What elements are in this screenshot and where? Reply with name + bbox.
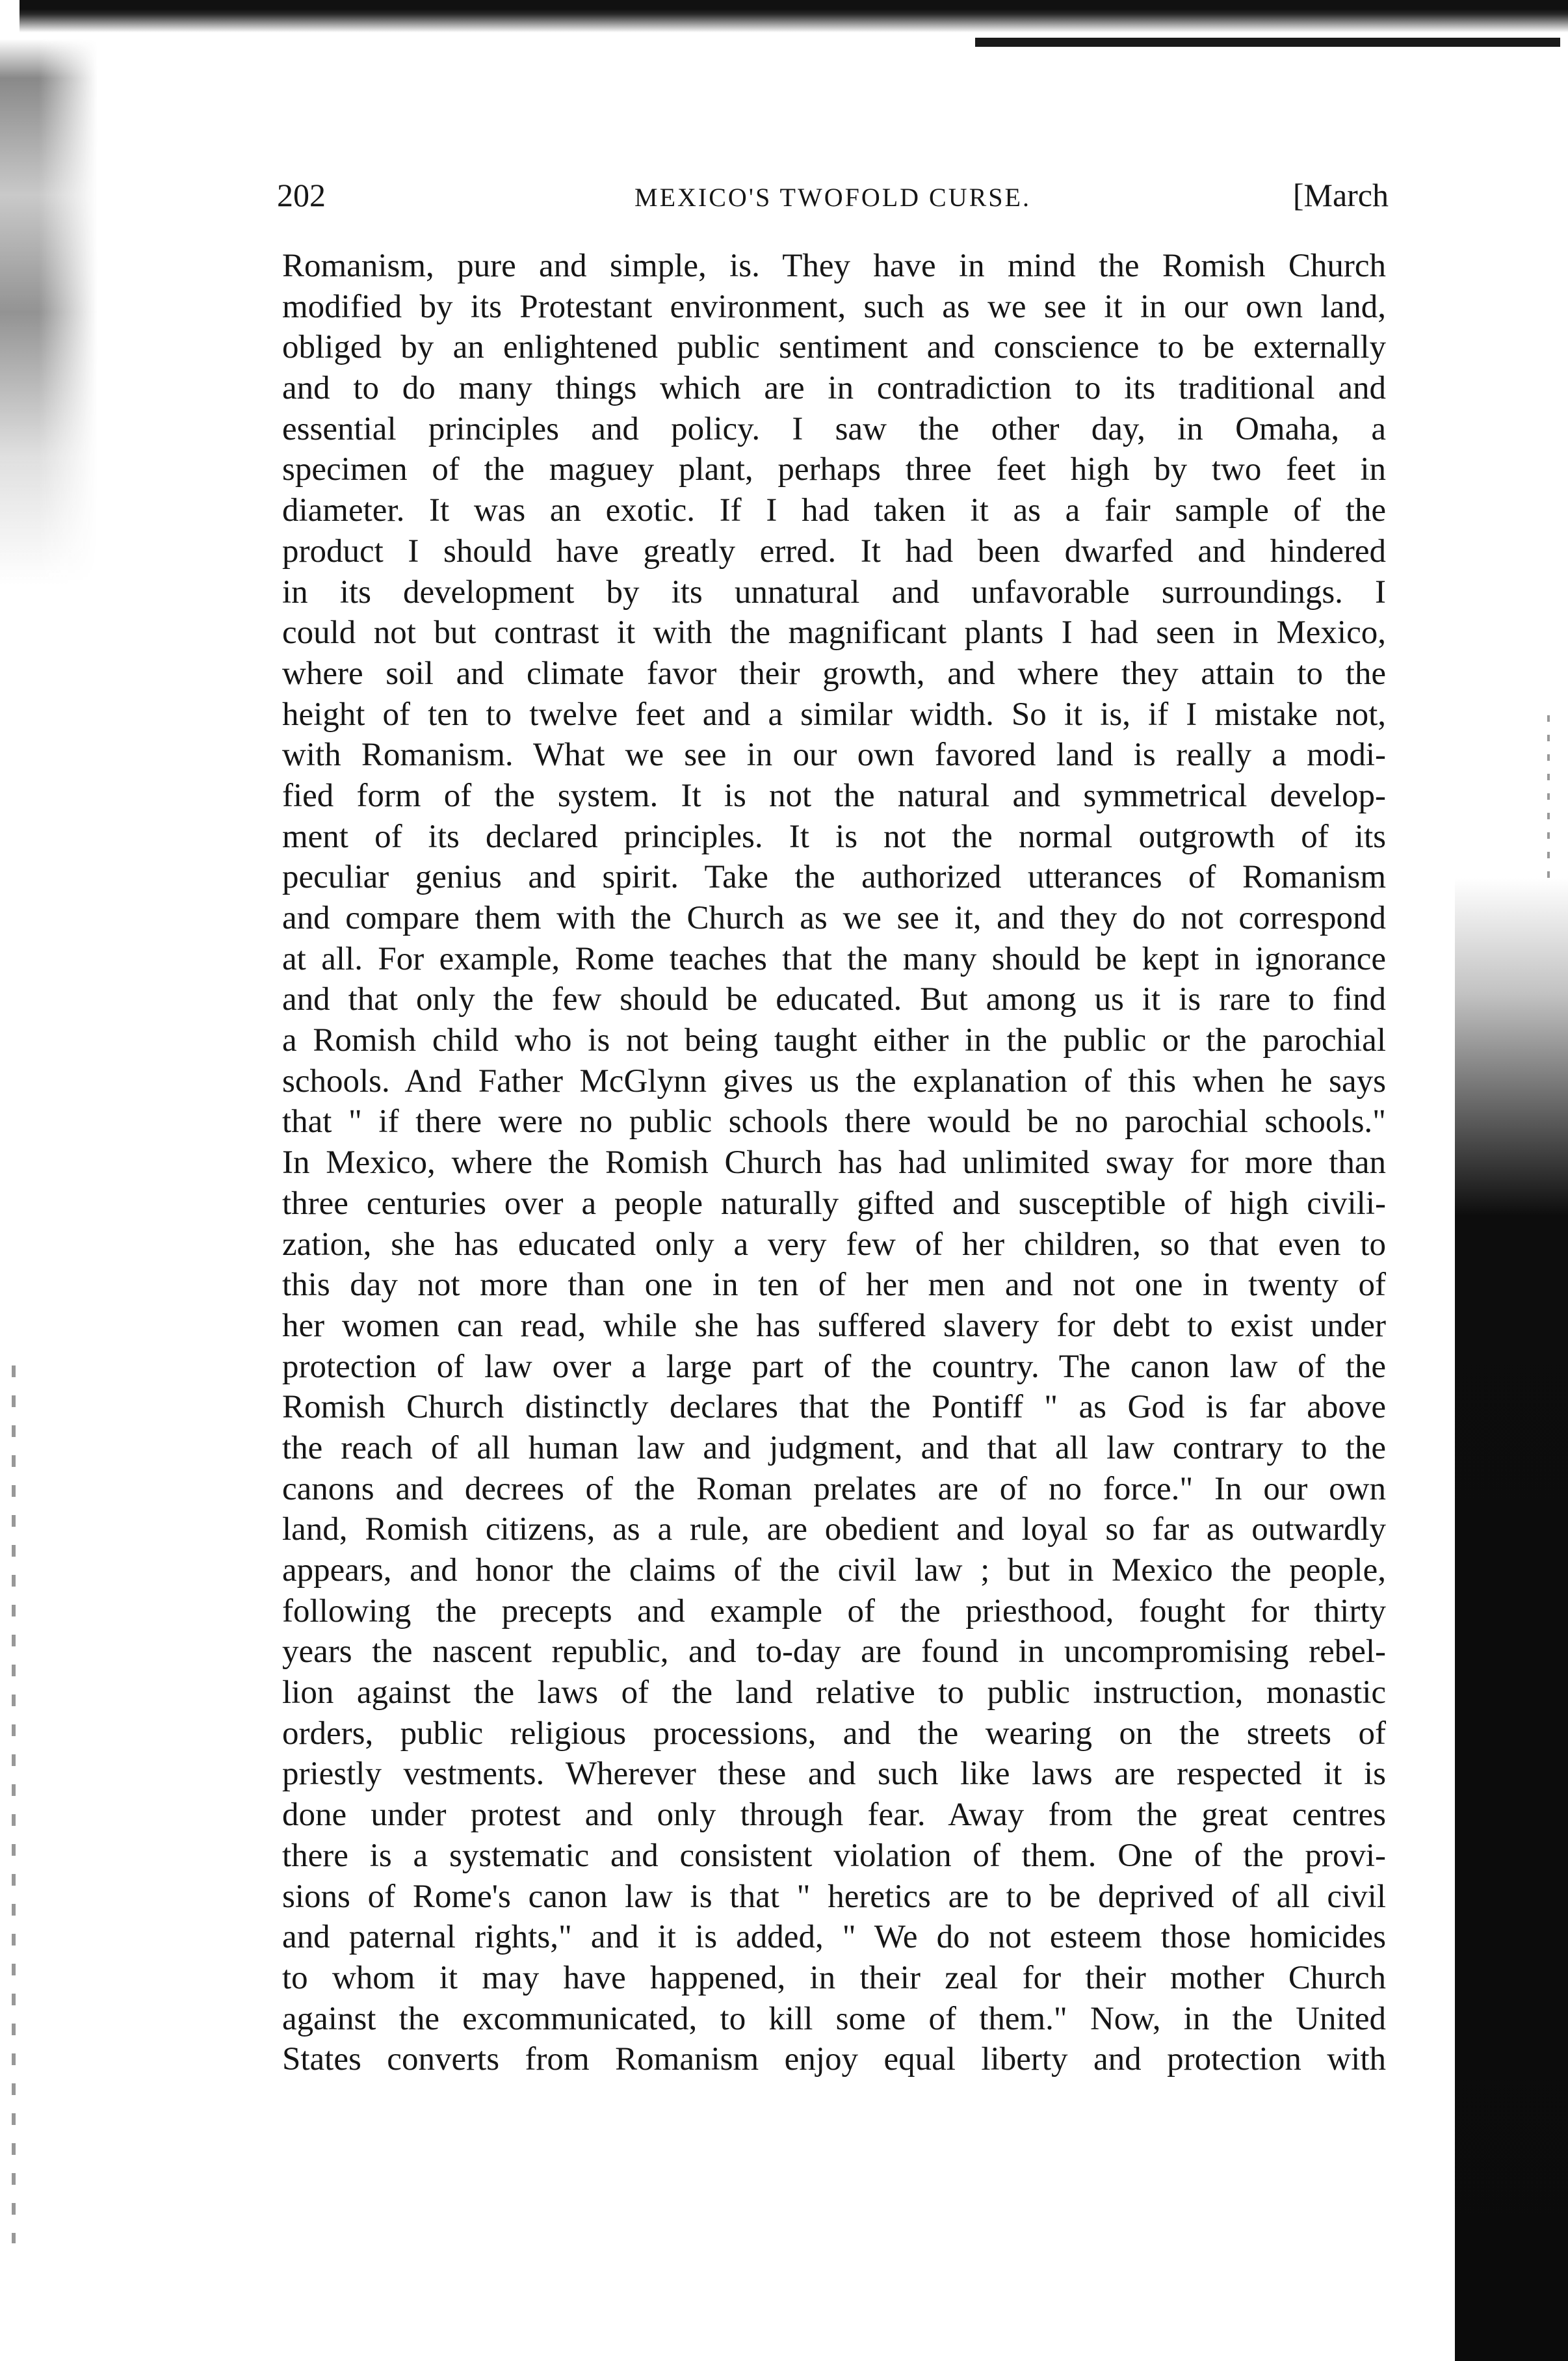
text-line: at all. For example, Rome teaches that the many should be kept in ignorance: [282, 940, 1386, 977]
text-line: canons and decrees of the Roman prelates are of no force." In our own: [282, 1470, 1386, 1507]
text-line: land, Romish citizens, as a rule, are obedient and loyal so far as outwardly: [282, 1511, 1386, 1548]
text-line: following the precepts and example of the priesthood, fought for thirty: [282, 1592, 1386, 1629]
text-line: modified by its Protestant environment, such as we see it in our own land,: [282, 288, 1386, 325]
scan-right-edge-marks: [1547, 715, 1550, 884]
body-text: [282, 246, 1386, 2080]
text-line: peculiar genius and spirit. Take the authorized utterances of Romanism: [282, 859, 1386, 896]
text-line: three centuries over a people naturally gifted and susceptible of high civili-: [282, 1185, 1386, 1222]
text-line: where soil and climate favor their growth, and where they attain to the: [282, 655, 1386, 692]
scan-top-edge: [20, 0, 1568, 33]
text-line: diameter. It was an exotic. If I had taken it as a fair sample of the: [282, 492, 1386, 529]
text-line: Romish Church distinctly declares that the Pontiff " as God is far above: [282, 1389, 1386, 1426]
text-line: Romanism, pure and simple, is. They have in mind the Romish Church: [282, 248, 1386, 284]
scan-left-edge-marks: [12, 1365, 16, 2243]
text-line: appears, and honor the claims of the civil law ; but in Mexico the people,: [282, 1552, 1386, 1589]
text-line: with Romanism. What we see in our own favored land is really a modi-: [282, 737, 1386, 774]
text-line: specimen of the maguey plant, perhaps three feet high by two feet in: [282, 451, 1386, 488]
text-line: orders, public religious processions, and the wearing on the streets of: [282, 1715, 1386, 1752]
text-line: in its development by its unnatural and unfavorable surroundings. I: [282, 574, 1386, 611]
text-line: against the excommunicated, to kill some of them." Now, in the United: [282, 2000, 1386, 2037]
text-line: ment of its declared principles. It is not the normal outgrowth of its: [282, 818, 1386, 855]
text-line: protection of law over a large part of the country. The canon law of the: [282, 1348, 1386, 1385]
text-line: and that only the few should be educated. But among us it is rare to find: [282, 981, 1386, 1018]
page-number: 202: [277, 177, 326, 213]
scan-right-edge-shadow: [1455, 878, 1568, 2361]
text-line: and paternal rights," and it is added, " We do not esteem those homicides: [282, 1919, 1386, 1956]
text-line: could not but contrast it with the magnificant plants I had seen in Mexico,: [282, 614, 1386, 652]
text-line: the reach of all human law and judgment, and that all law contrary to the: [282, 1429, 1386, 1466]
text-line: there is a systematic and consistent violation of them. One of the provi-: [282, 1837, 1386, 1874]
text-line: zation, she has educated only a very few of her children, so that even to: [282, 1226, 1386, 1263]
text-line: a Romish child who is not being taught either in the public or the parochial: [282, 1022, 1386, 1059]
text-line: In Mexico, where the Romish Church has had unlimited sway for more than: [282, 1144, 1386, 1181]
text-line: sions of Rome's canon law is that " heretics are to be deprived of all civil: [282, 1878, 1386, 1915]
text-line: and compare them with the Church as we see it, and they do not correspond: [282, 900, 1386, 936]
running-month: [March: [1292, 177, 1389, 213]
text-line: her women can read, while she has suffered slavery for debt to exist under: [282, 1307, 1386, 1344]
text-line: product I should have greatly erred. It had been dwarfed and hindered: [282, 533, 1386, 570]
text-line: done under protest and only through fear. Away from the great centres: [282, 1797, 1386, 1834]
scan-top-edge-thin: [975, 38, 1560, 47]
text-line: lion against the laws of the land relative to public instruction, monastic: [282, 1674, 1386, 1711]
text-line: this day not more than one in ten of her men and not one in twenty of: [282, 1267, 1386, 1304]
text-line: and to do many things which are in contradiction to its traditional and: [282, 370, 1386, 407]
text-line: height of ten to twelve feet and a similar width. So it is, if I mistake not,: [282, 696, 1386, 733]
text-line: that " if there were no public schools there would be no parochial schools.": [282, 1103, 1386, 1141]
text-line: schools. And Father McGlynn gives us the explanation of this when he says: [282, 1062, 1386, 1100]
text-line: fied form of the system. It is not the natural and symmetrical develop-: [282, 777, 1386, 814]
text-line: years the nascent republic, and to-day are found in uncompromising rebel-: [282, 1633, 1386, 1670]
text-line: States converts from Romanism enjoy equal liberty and protection with: [282, 2041, 1386, 2078]
text-line: obliged by an enlightened public sentiment and conscience to be externally: [282, 329, 1386, 366]
text-line: to whom it may have happened, in their zeal for their mother Church: [282, 1959, 1386, 1996]
text-line: priestly vestments. Wherever these and such like laws are respected it is: [282, 1756, 1386, 1793]
running-title: MEXICO'S TWOFOLD CURSE.: [634, 183, 1031, 212]
text-line: essential principles and policy. I saw the other day, in Omaha, a: [282, 410, 1386, 447]
running-head: [277, 169, 1389, 221]
